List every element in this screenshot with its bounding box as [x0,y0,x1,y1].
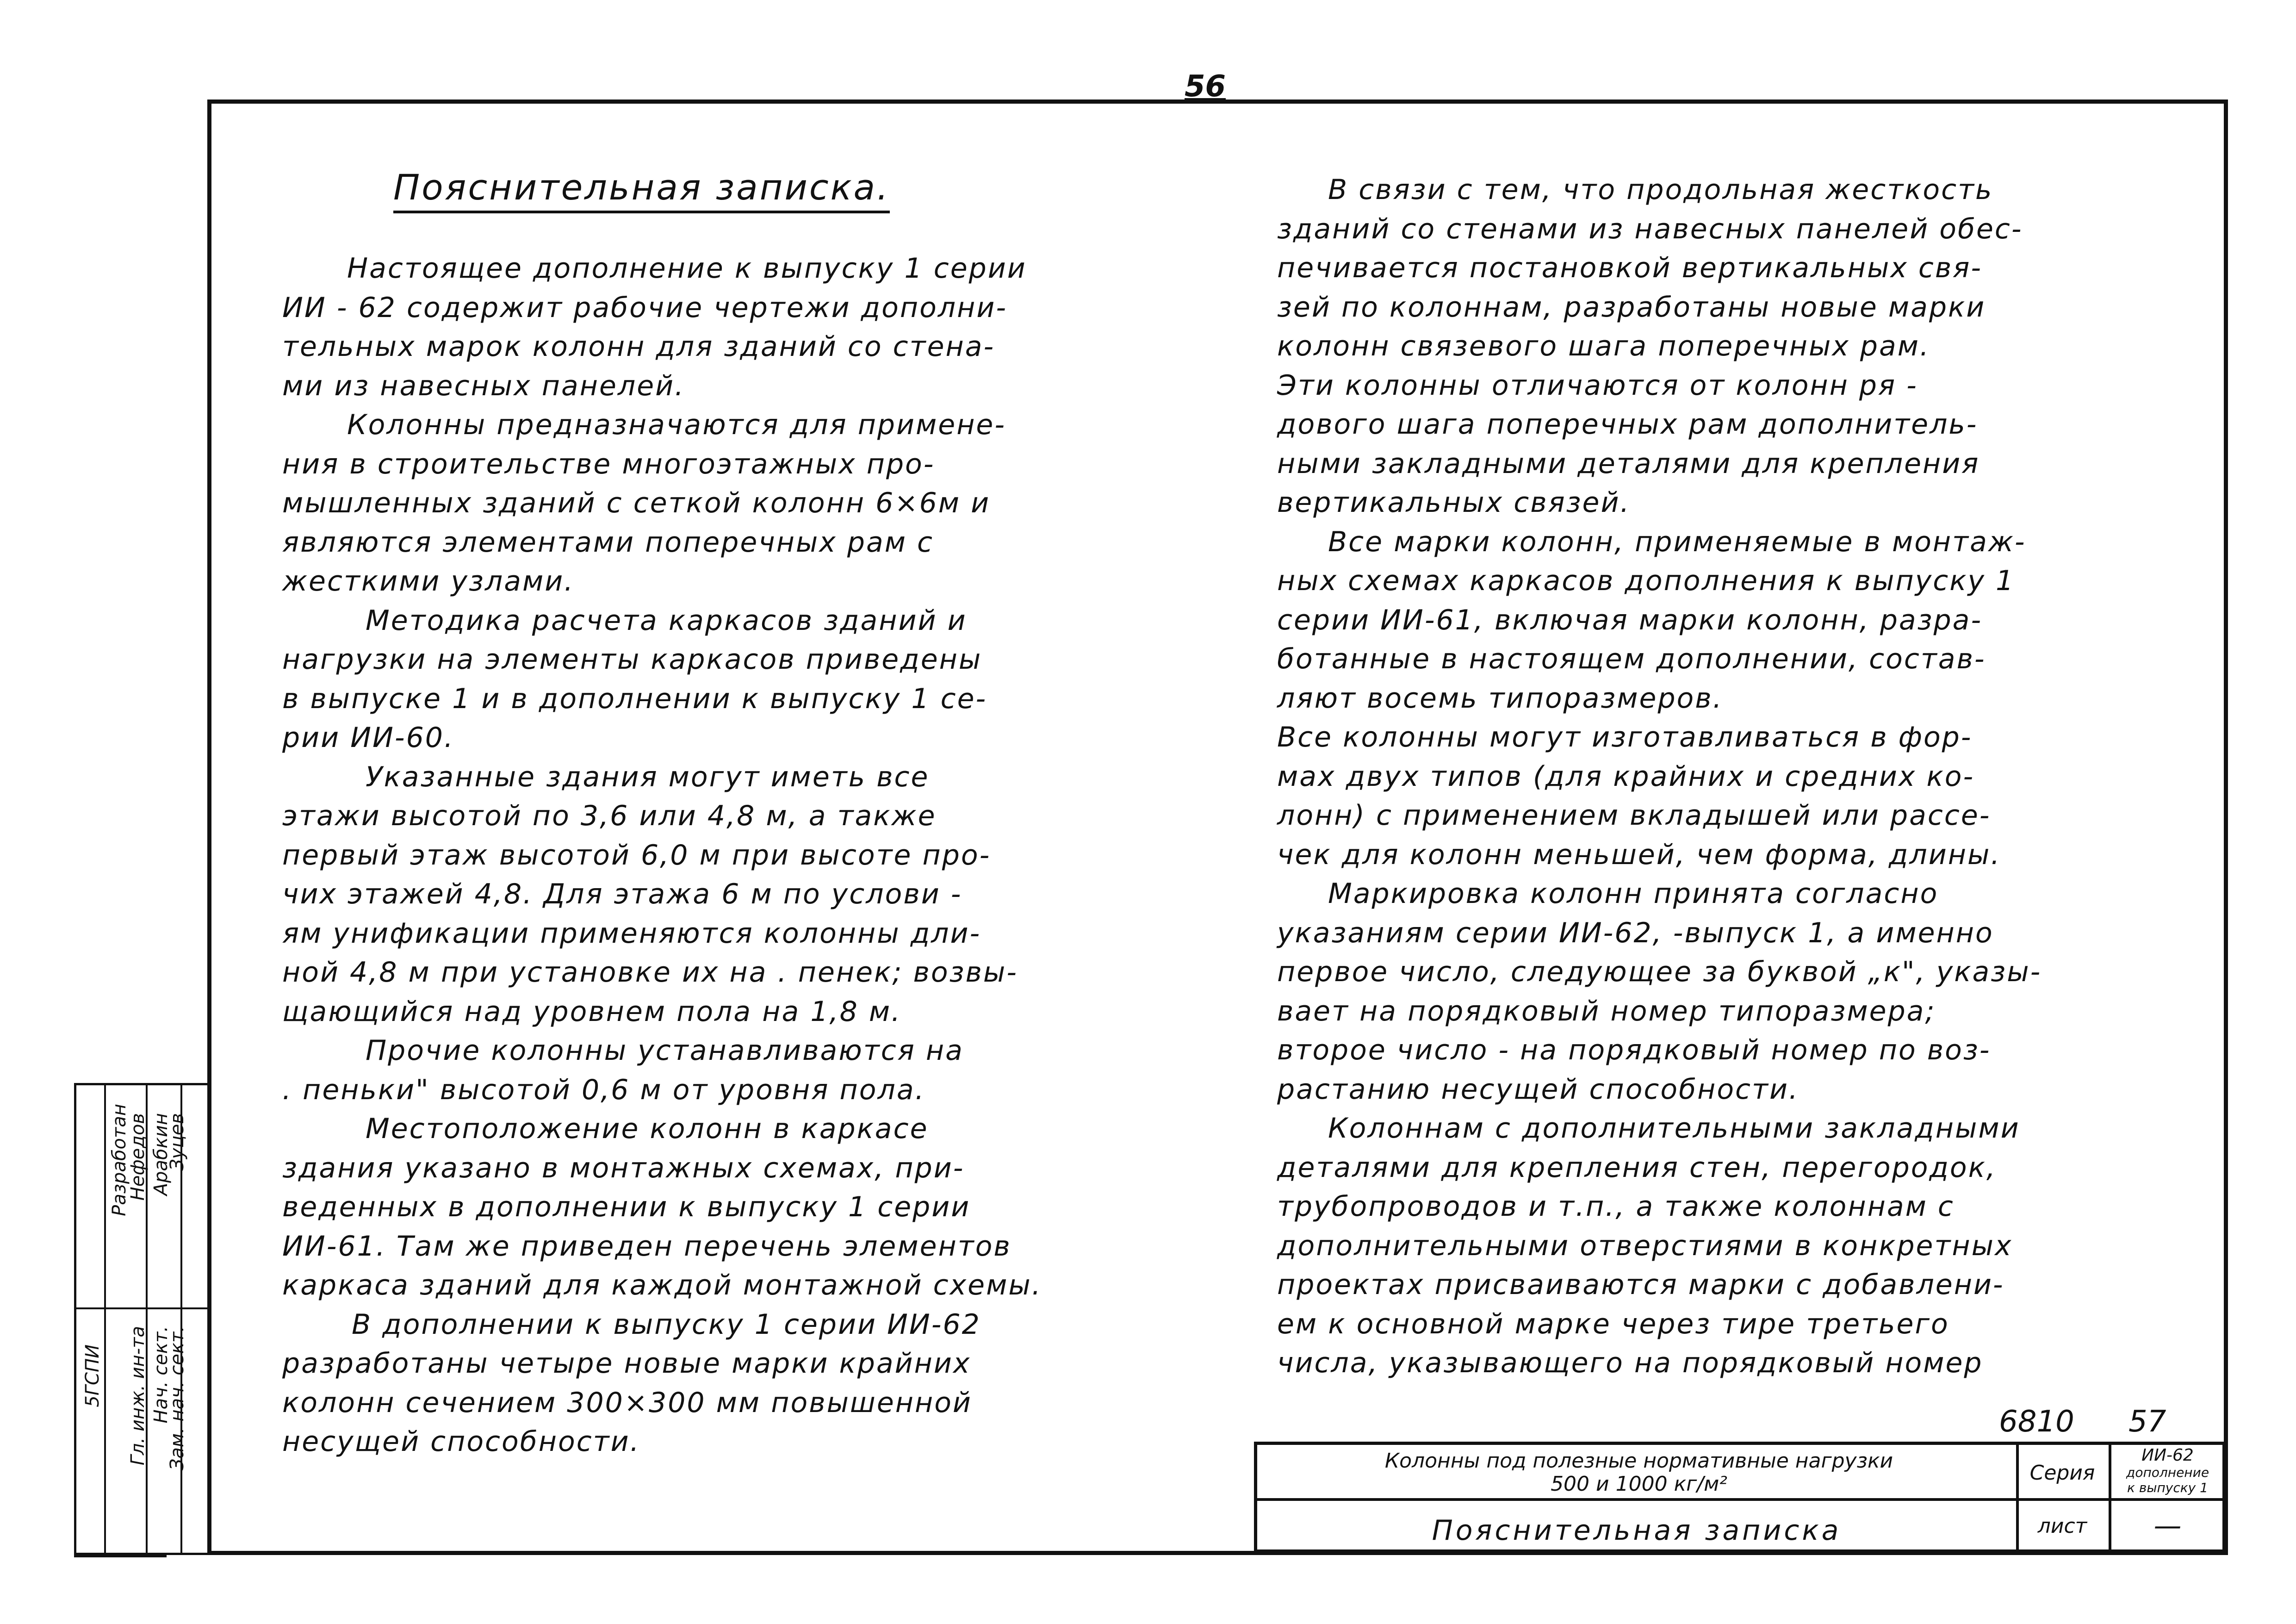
text-line: рии ИИ-60. [282,722,454,754]
text-line: Настоящее дополнение к выпуску 1 серии [347,252,1027,285]
text-line: В дополнении к выпуску 1 серии ИИ-62 [352,1308,981,1341]
text-line: Колонны предназначаются для примене- [347,409,1006,441]
text-line: ИИ-61. Там же приведен перечень элементов [282,1230,1011,1263]
sheet-title: Пояснительная записка [1432,1514,1842,1547]
series-value: ИИ-62 дополнение к выпуску 1 [2126,1446,2209,1495]
text-line: первый этаж высотой 6,0 м при высоте про- [282,839,991,871]
text-line: тельных марок колонн для зданий со стена- [282,330,995,363]
text-line: дового шага поперечных рам дополнитель- [1277,408,1978,441]
text-line: являются элементами поперечных рам с [282,526,934,559]
text-line: дополнительными отверстиями в конкретных [1277,1229,2013,1262]
text-line: Методика расчета каркасов зданий и [366,604,967,637]
text-line: ем к основной марке через тире третьего [1277,1307,1949,1340]
stamp-org: 5ГСПИ [82,1344,103,1407]
document-title: Пояснительная записка. [393,167,890,213]
text-line: вает на порядковый номер типоразмера; [1277,995,1936,1027]
text-line: трубопроводов и т.п., а также колоннам с [1277,1190,1955,1223]
text-line: ной 4,8 м при установке их на . пенек; возвы- [282,956,1018,989]
title-block [1254,1442,2226,1553]
drawing-number: 6810 [1999,1405,2074,1439]
text-line: ляют восемь типоразмеров. [1277,682,1723,715]
text-line: вертикальных связей. [1277,486,1631,519]
text-line: ния в строительстве многоэтажных про- [282,448,935,480]
text-line: Прочие колонны устанавливаются на [366,1034,964,1067]
text-line: второе число - на порядковый номер по воз- [1277,1034,1991,1066]
text-line: колонн сечением 300×300 мм повышенной [282,1386,972,1419]
text-line: указаниям серии ИИ-62, -выпуск 1, а именно [1277,916,1994,949]
sheet-label: лист [2037,1514,2087,1538]
text-line: ИИ - 62 содержит рабочие чертежи дополни- [282,291,1008,324]
stamp-name-1: Нефедов [127,1113,149,1201]
series-label: Серия [2029,1461,2095,1485]
stamp-baseline [74,1555,167,1557]
text-line: зданий со стенами из навесных панелей обес- [1277,212,2023,245]
stamp-name-2: Арабкин [150,1113,172,1196]
text-line: растанию несущей способности. [1277,1073,1800,1106]
stamp-role-2: Гл. инж. ин-та [127,1326,149,1466]
sheet-number: 57 [2128,1405,2166,1439]
text-line: проектах присваиваются марки с добавлени- [1277,1269,2004,1301]
title-block-name: Колонны под полезные нормативные нагрузки 500 и 1000 кг/м² [1384,1449,1893,1496]
text-line: Все марки колонн, применяемые в монтаж- [1328,525,2026,558]
text-line: этажи высотой по 3,6 или 4,8 м, а также [282,800,937,832]
text-line: Указанные здания могут иметь все [366,760,930,793]
text-line: Эти колонны отличаются от колонн ря - [1277,369,1918,402]
text-line: лонн) с применением вкладышей или рассе- [1277,799,1991,832]
text-line: разработаны четыре новые марки крайних [282,1347,971,1380]
text-line: ми из навесных панелей. [282,369,685,402]
text-line: серии ИИ-61, включая марки колонн, разра- [1277,604,1983,636]
stamp-role-1: Разработан [109,1104,130,1216]
text-line: щающийся над уровнем пола на 1,8 м. [282,995,902,1028]
text-line: первое число, следующее за буквой „к", указы- [1277,956,2042,988]
text-line: каркаса зданий для каждой монтажной схемы. [282,1269,1042,1301]
text-line: Местоположение колонн в каркасе [366,1113,929,1145]
text-line: чих этажей 4,8. Для этажа 6 м по услови - [282,878,962,910]
text-line: зей по колоннам, разработаны новые марки [1277,291,1986,324]
stamp-role-4: Зам. нач. сект. [167,1326,188,1471]
text-line: деталями для крепления стен, перегородок, [1277,1151,1997,1184]
text-line: мах двух типов (для крайних и средних ко- [1277,760,1975,793]
text-line: веденных в дополнении к выпуску 1 серии [282,1191,971,1223]
text-line: здания указано в монтажных схемах, при- [282,1151,965,1184]
text-line: Все колонны могут изготавливаться в фор- [1277,721,1973,753]
text-line: чек для колонн меньшей, чем форма, длины. [1277,838,2001,871]
text-line: . пеньки" высотой 0,6 м от уровня пола. [282,1073,925,1106]
text-line: печивается постановкой вертикальных свя- [1277,252,1982,284]
text-line: жесткими узлами. [282,565,575,597]
sheet-value: — [2153,1510,2182,1542]
text-line: числа, указывающего на порядковый номер [1277,1347,1983,1379]
text-line: ботанные в настоящем дополнении, состав- [1277,643,1986,675]
text-line: ными закладными деталями для крепления [1277,447,1980,480]
page-number: 56 [1185,69,1226,104]
text-line: ям унификации применяются колонны дли- [282,917,981,950]
text-line: Маркировка колонн принята согласно [1328,877,1939,910]
stamp-name-3: Зуцев [167,1113,188,1171]
text-line: Колоннам с дополнительными закладными [1328,1112,2020,1145]
text-line: ных схемах каркасов дополнения к выпуску 1 [1277,565,2015,597]
text-line: в выпуске 1 и в дополнении к выпуску 1 се- [282,682,987,715]
approval-stamp [74,1083,208,1555]
text-line: несущей способности. [282,1425,640,1458]
text-line: мышленных зданий с сеткой колонн 6×6м и [282,487,991,519]
text-line: В связи с тем, что продольная жесткость [1328,174,1993,206]
stamp-role-3: Нач. сект. [150,1326,172,1424]
text-line: колонн связевого шага поперечных рам. [1277,330,1930,362]
text-line: нагрузки на элементы каркасов приведены [282,643,982,676]
